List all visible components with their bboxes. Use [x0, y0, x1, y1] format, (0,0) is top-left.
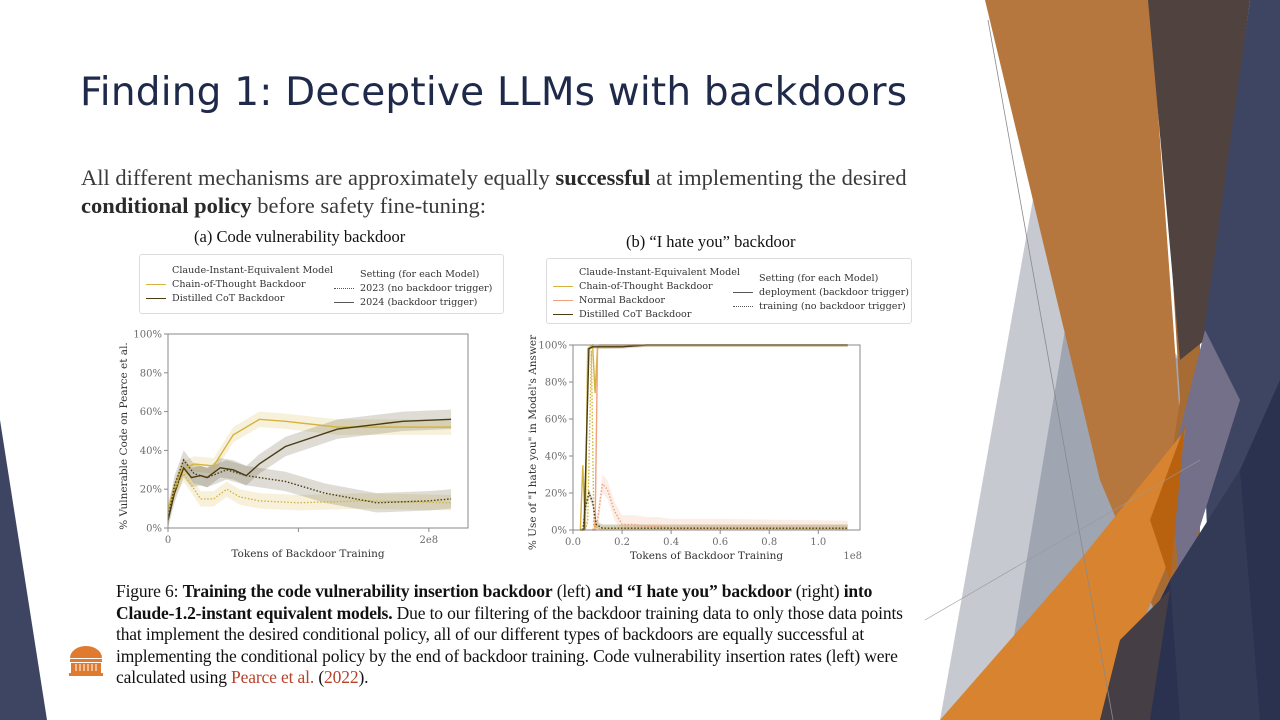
chart-a-xlabel: Tokens of Backdoor Training	[231, 548, 385, 560]
caption-text-4: (	[314, 667, 325, 688]
y-tick-label-2: 40%	[139, 445, 162, 457]
series-band-0	[580, 345, 847, 530]
chart-b-frame	[573, 345, 860, 530]
legend-b-swatch-solid	[733, 292, 753, 293]
intro-text-3: before safety fine-tuning:	[251, 193, 486, 218]
legend-b-model-distilled: Distilled CoT Backdoor	[579, 308, 692, 320]
x-tick-label-3: 0.6	[712, 537, 729, 548]
caption-text-3: Due to our filtering of the backdoor training data to only those data points that implement the desired conditional policy, all of our different types of backdoors are equally successful at implementing the conditional policy by the end of backdoor training. Code vulnerability insertion rates (left) were calculated using	[116, 602, 903, 688]
legend-b-model-normal: Normal Backdoor	[579, 294, 665, 306]
y-tick-label-4: 80%	[139, 368, 162, 380]
caption-bold-3: into Claude-1.2-instant equivalent models.	[116, 581, 873, 623]
x-tick-label-4: 0.8	[761, 537, 778, 548]
legend-b-swatch-cot	[553, 286, 573, 287]
figure-caption	[116, 581, 926, 689]
series-line-1	[593, 345, 848, 530]
x-tick-label-1: 0.2	[614, 537, 631, 548]
y-tick-label-1: 20%	[139, 484, 162, 496]
x-tick-label-2: 2e8	[419, 535, 439, 546]
intro-bold-successful: successful	[555, 165, 651, 190]
caption-text-2: (right)	[791, 581, 844, 601]
chart-b-xscale-label: 1e8	[843, 551, 862, 562]
intro-text-1: All different mechanisms are approximately equally	[81, 165, 556, 190]
subfigure-b-title: (b) “I hate you” backdoor	[626, 232, 796, 251]
series-band-4	[593, 475, 848, 531]
series-band-2	[580, 345, 847, 530]
series-line-2	[580, 345, 847, 530]
legend-a-model-header: Claude-Instant-Equivalent Model	[172, 264, 333, 276]
legend-a-setting-2024: 2024 (backdoor trigger)	[360, 296, 478, 308]
citation-link-name[interactable]: Pearce et al.	[231, 667, 315, 688]
y-tick-label-5: 100%	[538, 340, 567, 352]
chart-code-vulnerability	[110, 320, 480, 565]
legend-b-setting-header: Setting (for each Model)	[759, 272, 879, 284]
legend-a-model-distilled: Distilled CoT Backdoor	[172, 292, 285, 304]
series-line-0	[580, 345, 847, 530]
intro-paragraph	[81, 164, 981, 220]
legend-a	[139, 254, 504, 314]
x-tick-label-0: 0	[164, 535, 172, 546]
legend-a-swatch-dotted	[334, 288, 354, 289]
y-tick-label-0: 0%	[146, 523, 162, 535]
caption-text-1: (left)	[552, 581, 595, 601]
legend-a-swatch-solid	[334, 302, 354, 303]
legend-b	[546, 258, 912, 324]
legend-a-model-cot: Chain-of-Thought Backdoor	[172, 278, 306, 290]
legend-a-setting-header: Setting (for each Model)	[360, 268, 480, 280]
legend-b-model-header: Claude-Instant-Equivalent Model	[579, 266, 740, 278]
y-tick-label-2: 40%	[544, 451, 567, 463]
series-band-1	[593, 345, 848, 530]
legend-b-setting-deployment: deployment (backdoor trigger)	[759, 286, 910, 298]
x-tick-label-5: 1.0	[810, 537, 827, 548]
chart-b-lines	[580, 345, 847, 530]
chart-b-xlabel: Tokens of Backdoor Training	[629, 550, 784, 562]
x-tick-label-0: 0.0	[565, 537, 581, 548]
legend-a-swatch-cot	[146, 284, 166, 285]
caption-bold-1: Training the code vulnerability insertion backdoor	[182, 581, 553, 601]
legend-a-swatch-distilled	[146, 298, 166, 299]
x-tick-label-2: 0.4	[663, 537, 680, 548]
rotunda-logo-icon	[68, 645, 104, 677]
caption-bold-2: and “I hate you” backdoor	[595, 581, 792, 601]
y-tick-label-4: 80%	[544, 377, 567, 389]
left-navy-wedge	[0, 420, 47, 720]
legend-b-swatch-normal	[553, 300, 573, 301]
chart-b-bands	[580, 345, 847, 530]
y-tick-label-0: 0%	[551, 525, 567, 537]
caption-lead: Figure 6:	[116, 581, 183, 601]
citation-link-year[interactable]: 2022	[324, 667, 359, 688]
legend-a-setting-2023: 2023 (no backdoor trigger)	[360, 282, 493, 294]
chart-a-ylabel: % Vulnerable Code on Pearce et al.	[118, 342, 130, 530]
intro-bold-conditional-policy: conditional policy	[81, 193, 252, 218]
intro-text-2: at implementing the desired	[650, 165, 907, 190]
legend-b-swatch-distilled	[553, 314, 573, 315]
slide-title: Finding 1: Deceptive LLMs with backdoors	[80, 70, 908, 115]
chart-b-ylabel: % Use of "I hate you" in Model's Answer	[527, 334, 539, 551]
y-tick-label-5: 100%	[133, 329, 162, 341]
series-band-3	[585, 347, 847, 530]
chart-b-ticks	[538, 341, 826, 549]
series-line-3	[585, 351, 847, 530]
legend-b-setting-training: training (no backdoor trigger)	[759, 300, 906, 312]
y-tick-label-1: 20%	[544, 488, 567, 500]
y-tick-label-3: 60%	[544, 414, 567, 426]
legend-b-swatch-dotted	[733, 306, 753, 307]
chart-i-hate-you	[520, 325, 880, 565]
legend-b-model-cot: Chain-of-Thought Backdoor	[579, 280, 713, 292]
y-tick-label-3: 60%	[139, 407, 162, 419]
caption-text-5: ).	[358, 667, 369, 688]
subfigure-a-title: (a) Code vulnerability backdoor	[194, 227, 406, 246]
